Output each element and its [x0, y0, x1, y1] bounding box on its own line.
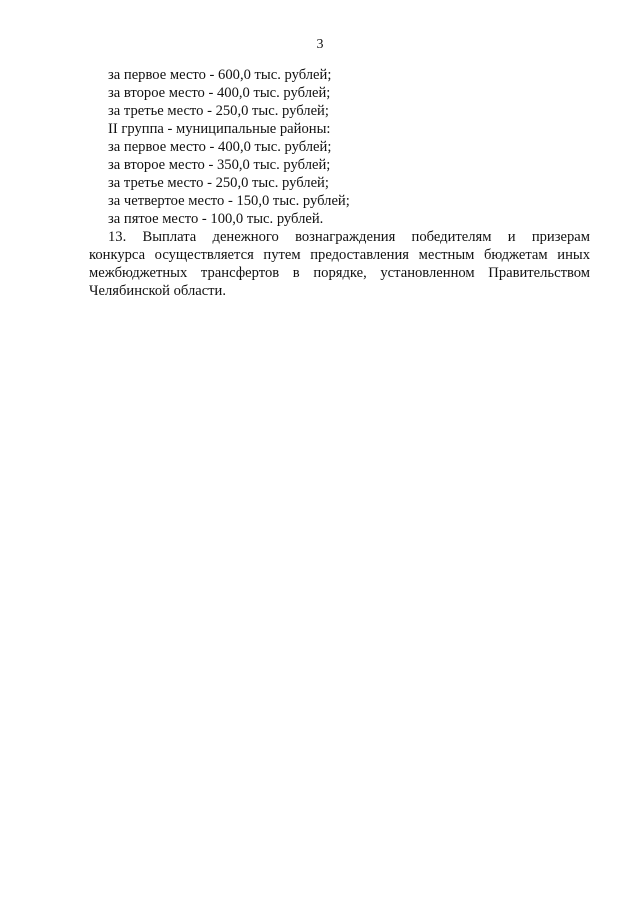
- prize-line-group1-first: за первое место - 600,0 тыс. рублей;: [108, 67, 332, 83]
- clause-13-paragraph: [89, 228, 590, 300]
- prize-line-group1-third: за третье место - 250,0 тыс. рублей;: [108, 103, 329, 119]
- prize-line-group2-first: за первое место - 400,0 тыс. рублей;: [108, 139, 332, 155]
- clause-13-line-2: конкурса осуществляется путем предоставления местным бюджетам иных: [89, 247, 590, 263]
- clause-13-line-4: Челябинской области.: [89, 283, 227, 299]
- prize-line-group2-fourth: за четвертое место - 150,0 тыс. рублей;: [108, 193, 350, 209]
- prize-line-group1-second: за второе место - 400,0 тыс. рублей;: [108, 85, 331, 101]
- document-body: [89, 66, 590, 300]
- prize-line-group2-second: за второе место - 350,0 тыс. рублей;: [108, 157, 331, 173]
- group2-heading: II группа - муниципальные районы:: [108, 121, 331, 137]
- clause-13-line-1: 13. Выплата денежного вознаграждения победителям и призерам: [108, 229, 590, 245]
- prize-line-group2-fifth: за пятое место - 100,0 тыс. рублей.: [108, 211, 324, 227]
- clause-13-line-3: межбюджетных трансфертов в порядке, установленном Правительством: [89, 265, 590, 281]
- prize-line-group2-third: за третье место - 250,0 тыс. рублей;: [108, 175, 329, 191]
- page-number: 3: [316, 37, 324, 52]
